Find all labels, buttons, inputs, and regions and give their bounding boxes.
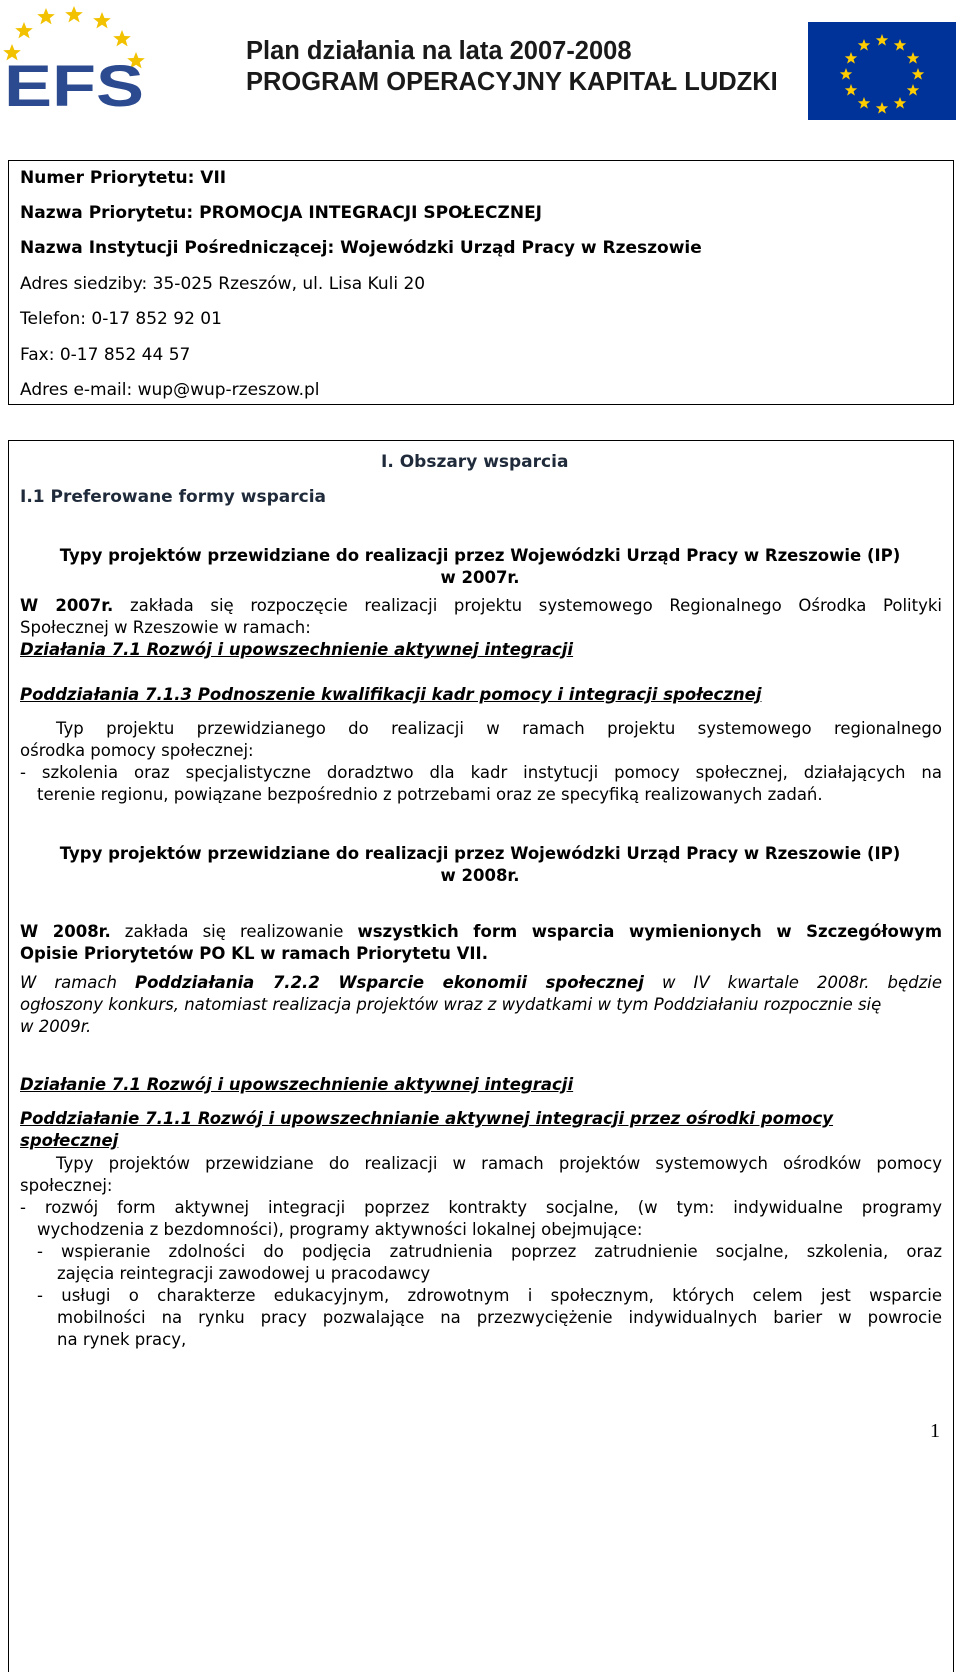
phone-number: Telefon: 0-17 852 92 01 <box>20 309 222 329</box>
priority-name: Nazwa Priorytetu: PROMOCJA INTEGRACJI SPOŁECZNEJ <box>20 203 543 223</box>
types-2007-heading <box>20 545 940 589</box>
p722-line-2: ogłoszony konkurs, natomiast realizacja projektów wraz z wydatkami w tym Poddziałaniu rozpocznie się <box>20 995 882 1014</box>
p722-part-a: W ramach <box>20 973 135 992</box>
p711-line-1: Typy projektów przewidziane do realizacji w ramach projektów systemowych ośrodków pomocy <box>56 1154 942 1173</box>
plan-2007-text-line-1: zakłada się rozpoczęcie realizacji projektu systemowego Regionalnego Ośrodka Polityki <box>129 596 943 615</box>
plan-2008-lead: W 2008r. <box>20 922 111 941</box>
action-7-1-heading: Działania 7.1 Rozwój i upowszechnienie aktywnej integracji <box>20 640 574 659</box>
plan-2008-bold-1: wszystkich form wsparcia wymienionych w Szczegółowym <box>357 922 943 941</box>
subaction-7-1-1-heading-line-1: Poddziałanie 7.1.1 Rozwój i upowszechnianie aktywnej integracji przez ośrodki pomocy <box>20 1109 834 1128</box>
p711-line-8: mobilności na rynku pracy pozwalające na przezwyciężenie indywidualnych barier w powrocie <box>57 1308 942 1327</box>
types-2007-heading-line-2: w 2007r. <box>440 568 520 587</box>
action-7-1-heading-b: Działanie 7.1 Rozwój i upowszechnienie aktywnej integracji <box>20 1075 574 1094</box>
types-2008-heading-line-1: Typy projektów przewidziane do realizacji przez Wojewódzki Urząd Pracy w Rzeszowie (IP) <box>59 844 901 863</box>
document-title-line-1: Plan działania na lata 2007-2008 <box>246 37 632 65</box>
efs-logo <box>2 4 150 110</box>
p722-line-3: w 2009r. <box>20 1017 92 1036</box>
p722-part-b: Poddziałania 7.2.2 Wsparcie ekonomii społecznej <box>134 973 644 992</box>
plan-2007-paragraph <box>20 595 942 661</box>
plan-2008-paragraph <box>20 921 942 965</box>
plan-2008-mid: zakłada się realizowanie <box>110 922 358 941</box>
p711-line-7: - usługi o charakterze edukacyjnym, zdrowotnym i społecznym, których celem jest wsparcie <box>37 1286 942 1305</box>
priority-number: Numer Priorytetu: VII <box>20 168 227 188</box>
subaction-7-1-1-heading <box>20 1108 833 1152</box>
p713-line-2: ośrodka pomocy społecznej: <box>20 741 254 760</box>
subaction-7-2-2-paragraph <box>20 972 942 1038</box>
document-title-line-2: PROGRAM OPERACYJNY KAPITAŁ LUDZKI <box>246 68 778 96</box>
section-heading: I. Obszary wsparcia <box>381 452 569 472</box>
subaction-7-1-3-paragraph <box>20 718 942 806</box>
subaction-7-1-1-heading-line-2: społecznej <box>20 1131 119 1150</box>
subaction-7-1-1-paragraph <box>20 1153 942 1351</box>
p711-line-5: - wspieranie zdolności do podjęcia zatrudnienia poprzez zatrudnienie socjalne, szkolenia, oraz <box>37 1242 942 1261</box>
types-2008-heading-line-2: w 2008r. <box>440 866 520 885</box>
types-2008-heading <box>20 843 940 887</box>
p711-line-6: zajęcia reintegracji zawodowej u pracodawcy <box>57 1264 431 1283</box>
p711-line-3: - rozwój form aktywnej integracji poprzez kontrakty socjalne, (w tym: indywidualne programy <box>20 1198 942 1217</box>
p711-line-2: społecznej: <box>20 1176 113 1195</box>
p713-line-3: - szkolenia oraz specjalistyczne doradztwo dla kadr instytucji pomocy społecznej, działających na <box>20 763 942 782</box>
headquarters-address: Adres siedziby: 35-025 Rzeszów, ul. Lisa Kuli 20 <box>20 274 426 294</box>
p713-line-1: Typ projektu przewidzianego do realizacji w ramach projektu systemowego regionalnego <box>56 719 942 738</box>
page-number: 1 <box>930 1420 940 1442</box>
plan-2007-lead: W 2007r. <box>20 596 114 615</box>
plan-2008-bold-2: Opisie Priorytetów PO KL w ramach Priorytetu VII. <box>20 944 488 963</box>
email-address: Adres e-mail: wup@wup-rzeszow.pl <box>20 380 320 400</box>
efs-logo-text: EFS <box>4 54 144 110</box>
p722-part-c: w IV kwartale 2008r. będzie <box>643 973 942 992</box>
fax-number: Fax: 0-17 852 44 57 <box>20 345 191 365</box>
types-2007-heading-line-1: Typy projektów przewidziane do realizacji przez Wojewódzki Urząd Pracy w Rzeszowie (IP) <box>59 546 901 565</box>
p713-line-4: terenie regionu, powiązane bezpośrednio z potrzebami oraz ze specyfiką realizowanych zadań. <box>37 785 823 804</box>
subsection-heading: I.1 Preferowane formy wsparcia <box>20 487 327 507</box>
intermediate-institution: Nazwa Instytucji Pośredniczącej: Wojewódzki Urząd Pracy w Rzeszowie <box>20 238 702 258</box>
eu-flag-icon <box>808 22 956 120</box>
p711-line-9: na rynek pracy, <box>57 1330 187 1349</box>
plan-2007-text-line-2: Społecznej w Rzeszowie w ramach: <box>20 618 311 637</box>
document-title <box>246 36 778 98</box>
subaction-7-1-3-heading: Poddziałania 7.1.3 Podnoszenie kwalifikacji kadr pomocy i integracji społecznej <box>20 685 762 704</box>
p711-line-4: wychodzenia z bezdomności), programy aktywności lokalnej obejmujące: <box>37 1220 643 1239</box>
